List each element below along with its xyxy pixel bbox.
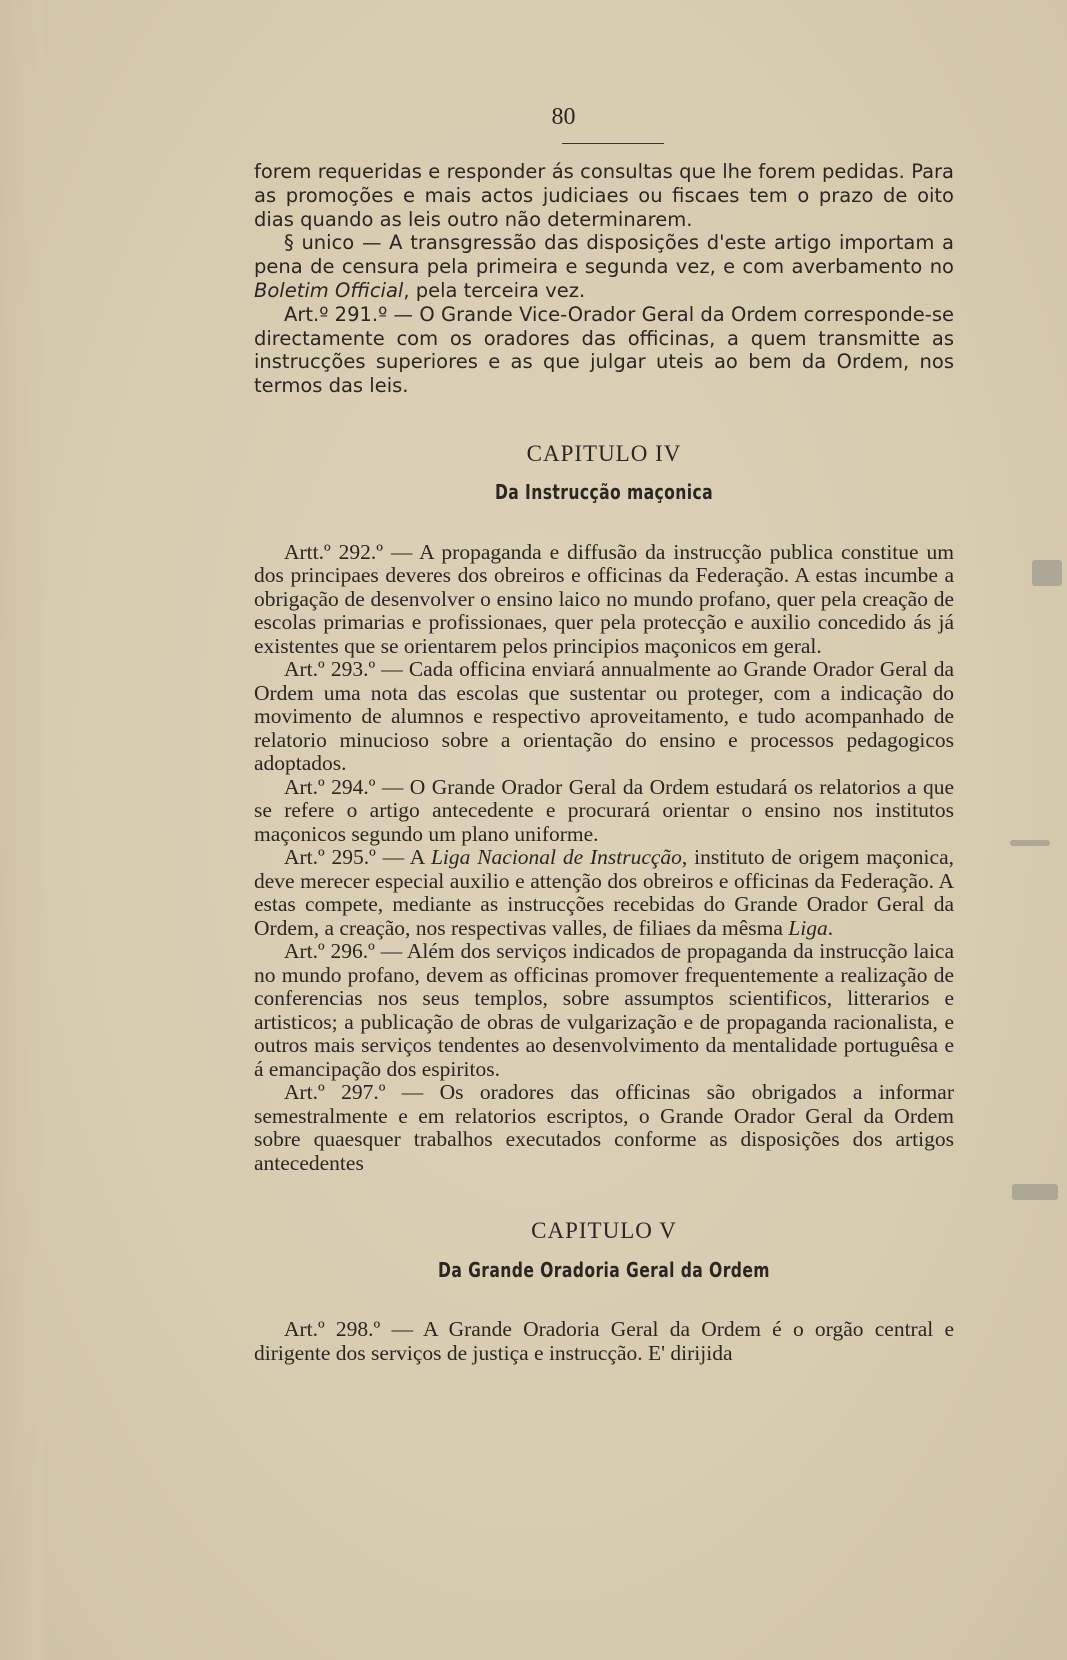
page-number: 80: [551, 104, 576, 130]
unico-end: , pela terceira vez.: [403, 278, 586, 302]
paragraph-art294: Art.º 294.º — O Grande Orador Geral da Ordem estudará os relatorios a que se refere o artigo antecedente e procurará orientar o ensino nos institutos maçonicos segundo um plano uniforme.: [254, 774, 954, 846]
boletim-title: Boletim Official: [254, 278, 404, 302]
chapter-4-title: CAPITULO IV: [526, 440, 682, 466]
section-continued: [254, 160, 954, 398]
paragraph-art291: Art.º 291.º — O Grande Vice-Orador Geral da Ordem corresponde-se directamente com os oradores das officinas, a quem transmitte as instrucções superiores e as que julgar uteis ao bem da Ordem, nos termos das leis.: [254, 302, 954, 398]
art295-middle: , instituto de origem maçonica, deve merecer especial auxilio e attenção dos obreiros e officinas da Federação. A estas compete, mediante as instrucções recebidas do Grande Orador Geral da Ordem, a creação, nos respectivas valles, de filiaes da mêsma: [254, 845, 954, 940]
margin-stain: [1012, 1184, 1058, 1200]
paragraph-art293: Art.º 293.º — Cada officina enviará annualmente ao Grande Orador Geral da Ordem uma nota das escolas que sustentar ou proteger, com a indicação do movimento de alumnos e respectivo aproveitamento, e tudo acompanhado de relatorio minucioso sobre a orientação do ensino e processos pedagogicos adoptados.: [254, 657, 954, 776]
paragraph-unico: [254, 231, 954, 302]
liga-nacional-title: Liga Nacional de Instrucção: [430, 845, 682, 870]
chapter-4-subtitle: Da Instrucção maçonica: [494, 480, 714, 505]
margin-stain: [1032, 560, 1062, 586]
paragraph-art297: Art.º 297.º — Os oradores das officinas são obrigados a informar semestralmente e em relatorios escriptos, o Grande Orador Geral da Ordem sobre quaesquer trabalhos executados conforme as disposições dos artigos antecedentes: [254, 1080, 954, 1175]
paragraph-art296: Art.º 296.º — Além dos serviços indicados de propaganda da instrucção laica no mundo profano, devem as officinas promover frequentemente a realização de conferencias nos seus templos, sobre assumptos scientificos, litterarios e artisticos; a publicação de obras de vulgarização e de propaganda racionalista, e outros mais serviços tendentes ao desenvolvimento da mentalidade portuguêsa e á emancipação dos espiritos.: [254, 939, 954, 1081]
header-rule: [562, 143, 664, 144]
chapter-5-subtitle: Da Grande Oradoria Geral da Ordem: [438, 1257, 770, 1282]
paragraph-art295: [254, 846, 954, 940]
paragraph-art298: Art.º 298.º — A Grande Oradoria Geral da Ordem é o orgão central e dirigente dos serviços de justiça e instrucção. E' dirijida: [254, 1317, 954, 1365]
unico-text: § unico — A transgressão das disposições d'este artigo importam a pena de censura pela primeira e segunda vez, e com averbamento no: [254, 231, 954, 279]
margin-stain: [1010, 840, 1050, 846]
chapter-5-title: CAPITULO V: [531, 1218, 677, 1244]
art295-after: .: [827, 915, 834, 940]
paragraph-continuation: forem requeridas e responder ás consultas que lhe forem pedidas. Para as promoções e mais actos judiciaes ou fiscaes tem o prazo de oito dias quando as leis outro não determinarem.: [254, 160, 954, 231]
paragraph-art292: Artt.º 292.º — A propaganda e diffusão da instrucção publica constitue um dos principaes deveres dos obreiros e officinas da Federação. A estas incumbe a obrigação de desenvolver o ensino laico no mundo profano, quer pela creação de escolas primarias e profissionaes, quer pela protecção e auxilio concedido ás já existentes que se orientarem pelos principios maçonicos em geral.: [254, 539, 954, 658]
art295-before: Art.º 295.º — A: [284, 845, 431, 870]
page-body: [254, 160, 954, 1365]
page-edge-shadow: [0, 0, 44, 1660]
liga-title: Liga: [788, 915, 828, 940]
